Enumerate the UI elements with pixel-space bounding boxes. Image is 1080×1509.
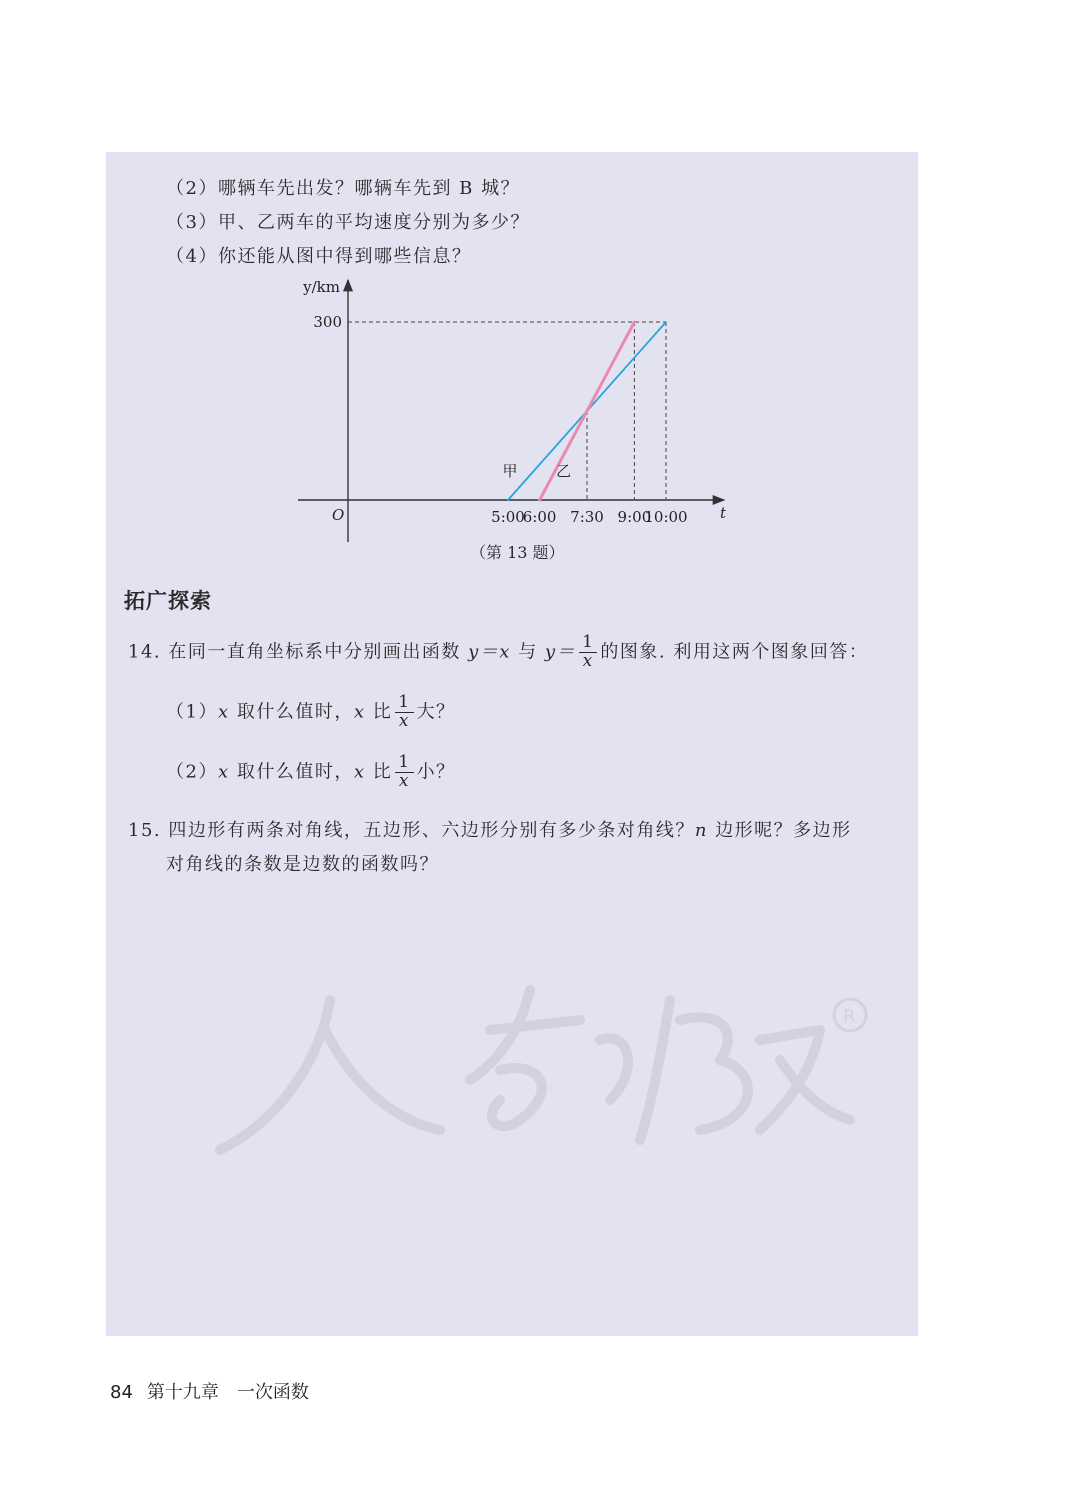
series-label-jia: 甲 (502, 462, 518, 480)
question-15-line1 (128, 816, 852, 842)
fraction-numerator: 1 (395, 754, 413, 773)
page-number: 84 (110, 1382, 133, 1403)
q14-eq2: y＝ (544, 641, 577, 663)
series-line-yi (540, 322, 635, 500)
x-tick-label: 5:00 (491, 508, 525, 526)
chapter-label: 第十九章 (146, 1382, 219, 1403)
question-13-2: （2）哪辆车先出发？哪辆车先到 B 城？ (166, 178, 521, 199)
x-tick-label: 10:00 (644, 508, 688, 526)
fraction-denominator: x (398, 770, 410, 791)
q15-var: n (694, 820, 708, 841)
svg-text:R: R (843, 1006, 856, 1027)
question-15-line2: 对角线的条数是边数的函数吗？ (166, 854, 439, 875)
q14-1-compare: 比 (372, 701, 393, 723)
q14-2-label: （2） (166, 761, 218, 783)
q14-2-var2: x (353, 761, 366, 783)
x-tick-label: 6:00 (522, 508, 557, 526)
question-13-4: （4）你还能从图中得到哪些信息？ (166, 246, 472, 267)
distance-time-graph (286, 270, 746, 570)
q14-stem-a: 14. 在同一直角坐标系中分别画出函数 (128, 641, 461, 663)
q14-1-text: 取什么值时， (236, 701, 354, 723)
fraction-numerator: 1 (395, 694, 413, 713)
q14-1-var2: x (353, 701, 366, 723)
fraction-denominator: x (582, 650, 594, 671)
q14-2-compare: 比 (372, 761, 393, 783)
fraction-numerator: 1 (579, 634, 597, 653)
q14-2-end: 小？ (416, 761, 456, 783)
question-14-2 (166, 754, 456, 791)
q14-2-text: 取什么值时， (236, 761, 354, 783)
q15-text-b: 边形呢？多边形 (715, 820, 852, 841)
q14-1-var: x (217, 701, 230, 723)
q14-1-label: （1） (166, 701, 218, 723)
question-13-3: （3）甲、乙两车的平均速度分别为多少？ (166, 212, 530, 233)
chapter-title: 一次函数 (236, 1382, 309, 1403)
figure-caption: （第 13 题） (470, 543, 565, 562)
fraction-one-over-x (395, 694, 413, 731)
question-14-stem (128, 634, 868, 671)
fraction-one-over-x (579, 634, 597, 671)
page-footer (110, 1378, 309, 1404)
x-tick-label: 7:30 (570, 508, 604, 526)
origin-label: O (332, 506, 345, 524)
q14-1-end: 大？ (416, 701, 456, 723)
q14-mid: 与 (518, 641, 538, 663)
q14-eq1: y＝x (468, 641, 511, 663)
q14-stem-b: 的图象. 利用这两个图象回答： (600, 641, 869, 663)
section-title: 拓广探索 (124, 589, 212, 613)
fraction-one-over-x (395, 754, 413, 791)
fraction-denominator: x (398, 710, 410, 731)
q14-2-var: x (217, 761, 230, 783)
x-tick-label: 9:00 (617, 508, 652, 526)
y-axis-label: y/km (303, 278, 340, 296)
question-14-1 (166, 694, 456, 731)
publisher-watermark (200, 960, 900, 1180)
q15-text-a: 15. 四边形有两条对角线，五边形、六边形分别有多少条对角线？ (128, 820, 695, 841)
x-axis-label: t (720, 504, 727, 522)
y-tick-label: 300 (313, 313, 342, 331)
series-label-yi: 乙 (556, 462, 572, 480)
